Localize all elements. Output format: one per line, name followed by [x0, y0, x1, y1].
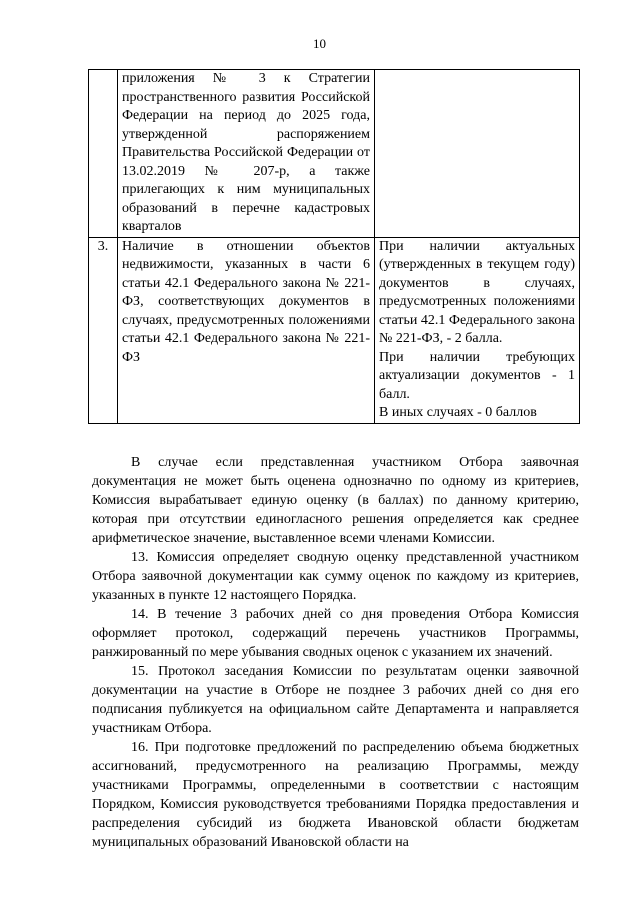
- criterion-text: приложения № 3 к Стратегии пространственного развития Российской Федерации на период до 2025 года, утвержденной распоряжением Правительства Российской Федерации от 13.02.2019 № 207-р, а также прилегающих к ним муниципальных образований в перечне кадастровых кварталов: [118, 70, 375, 238]
- criteria-table: [88, 69, 580, 424]
- page-number: 10: [313, 36, 326, 51]
- row-number: [89, 70, 118, 238]
- score-cell: [375, 237, 580, 423]
- body-text: [92, 453, 579, 852]
- table-row: [89, 70, 580, 238]
- paragraph: В случае если представленная участником Отбора заявочная документация не может быть оценена однозначно по одному из критериев, Комиссия вырабатывает единую оценку (в баллах) по данному критерию, которая при отсутствии единогласного решения определяется как среднее арифметическое значение, выставленное всеми членами Комиссии.: [92, 455, 579, 546]
- paragraph: 16. При подготовке предложений по распределению объема бюджетных ассигнований, предусмотренного на реализацию Программы, между участниками Программы, определенными в соответствии с настоящим Порядком, Комиссия руководствуется требованиями Порядка предоставления и распределения субсидий из бюджета Ивановской области бюджетам муниципальных образований Ивановской области на: [92, 740, 579, 850]
- score-cell: [375, 70, 580, 238]
- paragraph: 13. Комиссия определяет сводную оценку представленной участником Отбора заявочной документации как сумму оценок по каждому из критериев, указанных в пункте 12 настоящего Порядка.: [92, 550, 579, 603]
- table-row: [89, 237, 580, 423]
- row-number: 3.: [89, 237, 118, 423]
- score-rule: При наличии требующих актуализации документов - 1 балл.: [379, 349, 575, 402]
- score-rule: При наличии актуальных (утвержденных в текущем году) документов в случаях, предусмотренных положениями статьи 42.1 Федерального закона № 221-ФЗ, - 2 балла.: [379, 238, 575, 346]
- criterion-text: Наличие в отношении объектов недвижимости, указанных в части 6 статьи 42.1 Федерального закона № 221-ФЗ, соответствующих документов в случаях, предусмотренных положениями статьи 42.1 Федерального закона № 221-ФЗ: [118, 237, 375, 423]
- paragraph: 15. Протокол заседания Комиссии по результатам оценки заявочной документации на участие в Отборе не позднее 3 рабочих дней со дня его подписания публикуется на официальном сайте Департамента и направляется участникам Отбора.: [92, 664, 579, 736]
- score-rule: В иных случаях - 0 баллов: [379, 405, 537, 420]
- paragraph: 14. В течение 3 рабочих дней со дня проведения Отбора Комиссия оформляет протокол, содержащий перечень участников Программы, ранжированный по мере убывания сводных оценок с указанием их значений.: [92, 607, 579, 660]
